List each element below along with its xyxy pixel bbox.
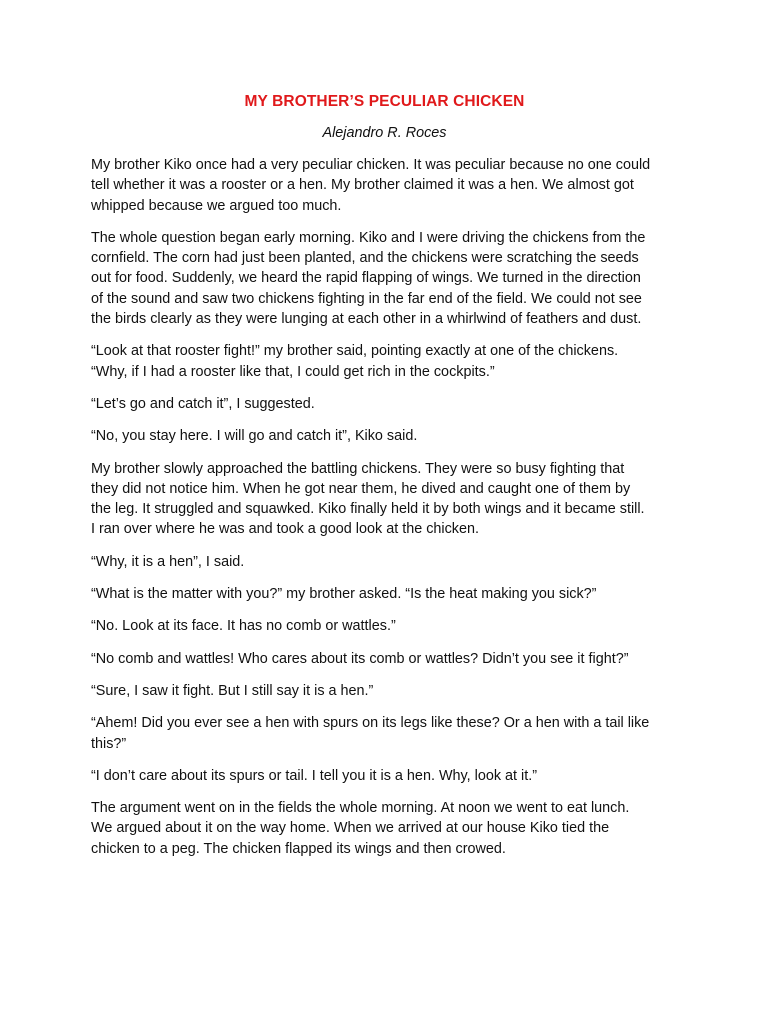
paragraph-11: “Sure, I saw it fight. But I still say it is a hen.”	[91, 682, 374, 699]
document-author: Alejandro R. Roces	[322, 125, 447, 141]
paragraph-14: The argument went on in the fields the whole morning. At noon we went to eat lunch. We argued about it on the way home. When we arrived at our house Kiko tied the chicken to a peg. The chicken flapped its wings and then crowed.	[91, 800, 630, 857]
paragraph-13: “I don’t care about its spurs or tail. I tell you it is a hen. Why, look at it.”	[91, 767, 538, 784]
paragraph-8: “What is the matter with you?” my brother asked. “Is the heat making you sick?”	[91, 586, 597, 603]
paragraph-6: My brother slowly approached the battling chickens. They were so busy fighting that they did not notice him. When he got near them, he dived and caught one of them by the leg. It struggled and squawked. Kiko finally held it by both wings and it became still. I ran over where he was and took a good look at the chicken.	[91, 460, 645, 538]
document-body	[91, 155, 678, 859]
paragraph-5: “No, you stay here. I will go and catch it”, Kiko said.	[91, 428, 418, 445]
paragraph-9: “No. Look at its face. It has no comb or wattles.”	[91, 618, 396, 635]
paragraph-7: “Why, it is a hen”, I said.	[91, 553, 245, 570]
paragraph-2: The whole question began early morning. Kiko and I were driving the chickens from the cornfield. The corn had just been planted, and the chickens were scratching the seeds out for food. Suddenly, we heard the rapid flapping of wings. We turned in the direction of the sound and saw two chickens fighting in the far end of the field. We could not see the birds clearly as they were lunging at each other in a whirlwind of feathers and dust.	[91, 229, 646, 328]
paragraph-3: “Look at that rooster fight!” my brother said, pointing exactly at one of the chickens. “Why, if I had a rooster like that, I could get rich in the cockpits.”	[91, 343, 619, 380]
paragraph-1: My brother Kiko once had a very peculiar chicken. It was peculiar because no one could tell whether it was a rooster or a hen. My brother claimed it was a hen. We almost got whipped because we argued too much.	[91, 157, 651, 214]
document-title: MY BROTHER’S PECULIAR CHICKEN	[244, 93, 525, 110]
paragraph-10: “No comb and wattles! Who cares about its comb or wattles? Didn’t you see it fight?”	[91, 650, 629, 667]
paragraph-4: “Let’s go and catch it”, I suggested.	[91, 395, 315, 412]
paragraph-12: “Ahem! Did you ever see a hen with spurs on its legs like these? Or a hen with a tail like this?”	[91, 715, 650, 752]
